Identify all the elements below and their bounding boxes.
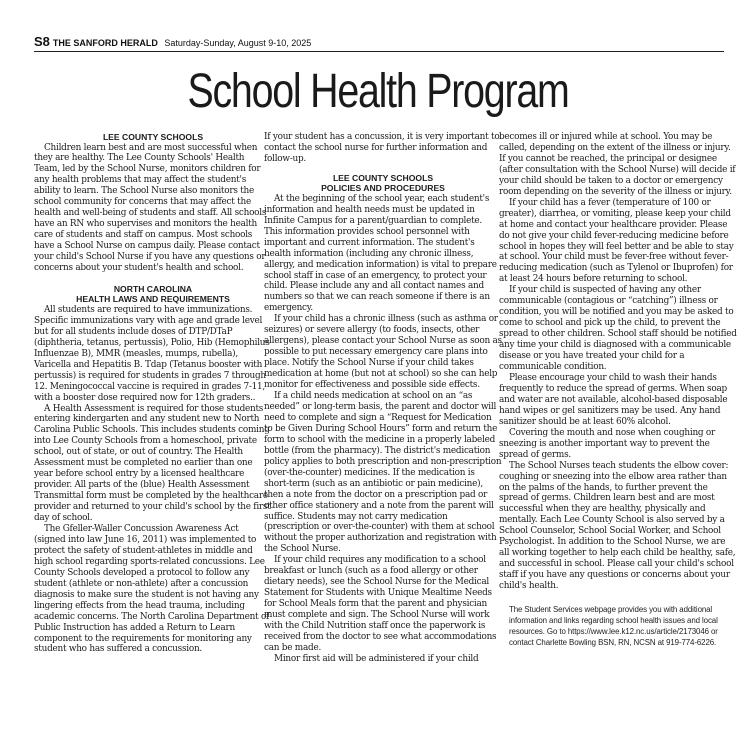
issue-date: Saturday-Sunday, August 9-10, 2025: [164, 38, 312, 48]
resources-note: The Student Services webpage provides you with additional information and links regarding school health issues and local resources. Go to https://www.lee.k12.nc.us/article/2173046 or contact Charlette Bowling BSN, RN, NCSN at 919-774-6226.: [509, 605, 718, 648]
paragraph: If your child has a chronic illness (such as asthma or seizures) or severe allergy (to foods, insects, other allergens), please contact your School Nurse as soon as possible to put necessary emergency care plans into place. Notify the School Nurse if your child takes medication at home (but not at school) so she can help monitor for effectiveness and possible side effects.: [264, 314, 502, 391]
page-header: [34, 33, 724, 52]
paragraph: At the beginning of the school year, each student's information and health needs must be updated in Infinite Campus for a parent/guardian to complete. This information provides school personnel with important and current information. The student's health information (including any chronic illness, allergy, and medication information) is vital to prepare school staff in case of an emergency, to protect your child. Please include any and all contact names and numbers so that we can reach someone if there is an emergency.: [264, 193, 497, 314]
paragraph: All students are required to have immunizations. Specific immunizations vary with age and grade level but for all students include doses of DTP/DTaP (diphtheria, tetanus, pertussis), Polio, Hib (Hemophilus Influenzae B), MMR (measles, mumps, rubella), Varicella and Hepatitis B. Tdap (Tetanus booster with pertussis) is required for students in grades 7 through 12. Meningococcal vaccine is required in grades 7-11, with a booster dose required now for 12th graders..: [34, 304, 270, 403]
paragraph: If a child needs medication at school on an “as needed” or long-term basis, the parent and doctor will need to complete and sign a “Request for Medication to be Given During School Hours” form and return the form to school with the medicine in a properly labeled bottle (from the pharmacy). The district's medication policy applies to both prescription and non-prescription (over-the-counter) medicines. If the medication is short-term (such as an antibiotic or pain medicine), then a note from the doctor on a prescription pad or other office stationery and a note from the parent will suffice. Students may not carry medication (prescription or over-the-counter) with them at school without the proper authorization and registration with the School Nurse.: [264, 391, 502, 555]
paragraph: If your child requires any modification to a school breakfast or lunch (such as a food allergy or other dietary needs), see the School Nurse for the Medical Statement for Students with Unique Mealtime Needs for School Meals form that the parent and physician must complete and sign. The School Nurse will work with the Child Nutrition staff once the paperwork is received from the doctor to see what accommodations can be made.: [264, 555, 497, 653]
paragraph: The Gfeller-Waller Concussion Awareness Act (signed into law June 16, 2011) was implemented to protect the safety of student-athletes in middle and high school regarding sports-related concussions. Lee County Schools developed a protocol to follow any student (athlete or non-athlete) after a concussion diagnosis to make sure the student is not having any lingering effects from the head trauma, including academic concerns. The North Carolina Department of Public Instruction has added a Return to Learn component to the requirements for monitoring any student who has suffered a concussion.: [34, 524, 270, 655]
paragraph: If your child has a fever (temperature of 100 or greater), diarrhea, or vomiting, please keep your child at home and contact your healthcare provider. Please do not give your child fever-reducing medicine before school in hopes they will feel better and be able to stay at school. Your child must be fever-free without fever-reducing medication (such as Tylenol or Ibuprofen) for at least 24 hours before returning to school.: [499, 197, 734, 285]
paragraph: A Health Assessment is required for those students entering kindergarten and any student new to North Carolina Public Schools. This includes students coming into Lee County Schools from a homeschool, private school, out of state, or out of country. The Health Assessment must be completed no earlier than one year before school entry by a licensed healthcare provider. All parts of the (blue) Health Assessment Transmittal form must be completed by the healthcare provider and returned to your child's school by the first day of school.: [34, 403, 271, 524]
section-heading-nc-laws: NORTH CAROLINA HEALTH LAWS AND REQUIREMENTS: [76, 283, 230, 305]
section-heading-lee-county: LEE COUNTY SCHOOLS: [102, 132, 204, 142]
paragraph: Covering the mouth and nose when coughing or sneezing is another important way to prevent the spread of germs.: [499, 427, 715, 460]
column-2: [264, 132, 502, 665]
column-3: [499, 132, 737, 648]
paragraph: Children learn best and are most successful when they are healthy. The Lee County Schools' Health Team, led by the School Nurse, monitors children for any health problems that may affect the student's ability to learn. The School Nurse also monitors the school community for concerns that may affect the health and well-being of students and staff. All schools have an RN who supervises and monitors the health care of students and staff on campus. Most schools have a School Nurse on campus daily. Please contact your child's School Nurse if you have any questions or concerns about your student's health and school.: [34, 142, 267, 273]
paragraph: If your child is suspected of having any other communicable (contagious or “catching”) illness or condition, you will be notified and you may be asked to come to school and pick up the child, to prevent the spread to other children. School staff should be notified any time your child is diagnosed with a communicable disease or you have treated your child for a communicable condition.: [499, 285, 737, 373]
section-heading-policies: LEE COUNTY SCHOOLS POLICIES AND PROCEDURES: [321, 172, 445, 194]
paragraph: becomes ill or injured while at school. You may be called, depending on the extent of the illness or injury. If you cannot be reached, the principal or designee (after consultation with the School Nurse) will decide if your child should be taken to a doctor or emergency room depending on the severity of the illness or injury.: [499, 132, 736, 197]
page-folio: S8: [34, 34, 50, 49]
paragraph: If your student has a concussion, it is very important to contact the school nurse for further information and follow-up.: [264, 132, 500, 164]
newspaper-name: THE SANFORD HERALD: [52, 38, 158, 48]
paragraph: Please encourage your child to wash their hands frequently to reduce the spread of germs. When soap and water are not available, alcohol-based disposable hand wipes or gel sanitizers may be used. Any hand sanitizer should be at least 60% alcohol.: [499, 372, 728, 427]
paragraph: Minor first aid will be administered if your child: [274, 653, 479, 664]
column-1: [34, 132, 272, 655]
page-title: School Health Program: [187, 65, 569, 118]
paragraph: The School Nurses teach students the elbow cover: coughing or sneezing into the elbow area rather than on the palms of the hands, to further prevent the spread of germs. Children learn best and are most successful when they are healthy, physically and mentally. Each Lee County School is also served by a School Counselor, School Social Worker, and School Psychologist. In addition to the School Nurse, we are all working together to help each child be healthy, safe, and successful in school. Please call your child's school staff if you have any questions or concerns about your child's health.: [499, 460, 736, 592]
